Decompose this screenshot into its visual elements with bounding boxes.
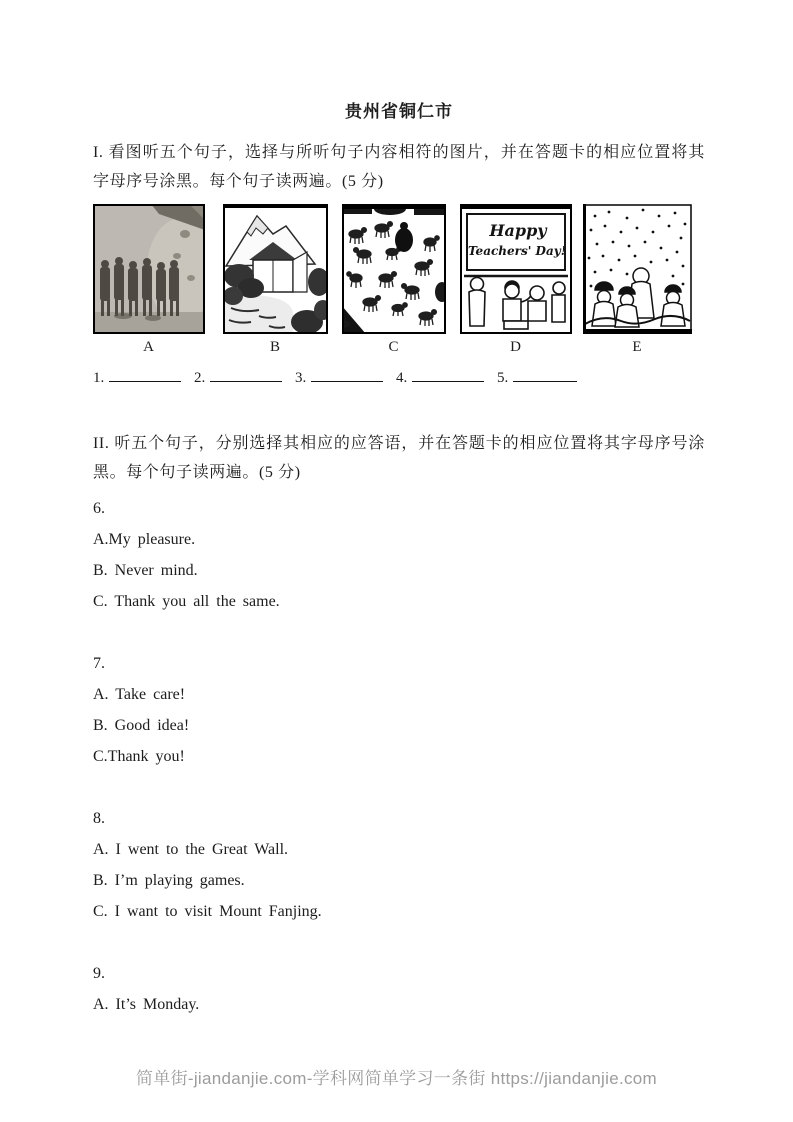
section1-instructions: I. 看图听五个句子，选择与所听句子内容相符的图片，并在答题卡的相应位置将其字母序号涂黑。每个句子读两遍。(5 分) — [93, 144, 705, 190]
picture-d — [460, 204, 572, 356]
blank-number: 1. — [93, 370, 105, 386]
option-c: C. I want to visit Mount Fanjing. — [93, 903, 322, 920]
page-title: 贵州省铜仁市 — [345, 102, 453, 121]
blank-number: 4. — [396, 370, 408, 386]
picture-e-image — [583, 204, 692, 334]
watermark-footer: 简单街-jiandanjie.com-学科网简单学习一条街 https://jiandanjie.com — [135, 1069, 658, 1088]
picture-e — [583, 204, 692, 356]
option-c: C. Thank you all the same. — [93, 593, 280, 610]
picture-c-image — [342, 204, 446, 334]
answer-blanks-row — [93, 368, 705, 387]
blank-underline — [311, 368, 383, 382]
question-7 — [93, 648, 705, 772]
picture-a-image — [93, 204, 205, 334]
question-number: 7. — [93, 655, 105, 672]
section2-instructions: II. 听五个句子，分别选择其相应的应答语，并在答题卡的相应位置将其字母序号涂黑。每个句子读两遍。(5 分) — [93, 435, 705, 481]
picture-b-label: B — [269, 339, 281, 355]
picture-d-image — [460, 204, 572, 334]
blank-underline — [513, 368, 577, 382]
blank-number: 2. — [194, 370, 206, 386]
question-number: 9. — [93, 965, 105, 982]
picture-b — [223, 204, 328, 356]
answer-blank-1 — [93, 368, 181, 387]
option-a: A. I went to the Great Wall. — [93, 841, 289, 858]
picture-a-label: A — [143, 339, 155, 355]
option-a: A. It’s Monday. — [93, 996, 200, 1013]
picture-c — [342, 204, 446, 356]
question-9 — [93, 958, 705, 1020]
question-number: 6. — [93, 500, 105, 517]
picture-b-image — [223, 204, 328, 334]
option-b: B. I’m playing games. — [93, 872, 245, 889]
answer-blank-5 — [497, 368, 577, 387]
question-8 — [93, 803, 705, 927]
blank-underline — [109, 368, 181, 382]
answer-blank-4 — [396, 368, 484, 387]
option-a: A. Take care! — [93, 686, 186, 703]
option-c: C.Thank you! — [93, 748, 185, 765]
board-text-line1: Happy — [489, 221, 547, 240]
picture-c-label: C — [388, 339, 400, 355]
option-a: A.My pleasure. — [93, 531, 196, 548]
page-content — [93, 0, 705, 1020]
question-number: 8. — [93, 810, 105, 827]
picture-a — [93, 204, 205, 356]
blank-underline — [412, 368, 484, 382]
blank-underline — [210, 368, 282, 382]
option-b: B. Good idea! — [93, 717, 190, 734]
board-text-line2: Teachers' Day! — [468, 244, 566, 258]
picture-d-label: D — [510, 339, 522, 355]
blank-number: 5. — [497, 370, 509, 386]
question-6 — [93, 493, 705, 617]
picture-e-label: E — [632, 339, 643, 355]
picture-row — [93, 204, 705, 356]
option-b: B. Never mind. — [93, 562, 198, 579]
answer-blank-2 — [194, 368, 282, 387]
answer-blank-3 — [295, 368, 383, 387]
blank-number: 3. — [295, 370, 307, 386]
